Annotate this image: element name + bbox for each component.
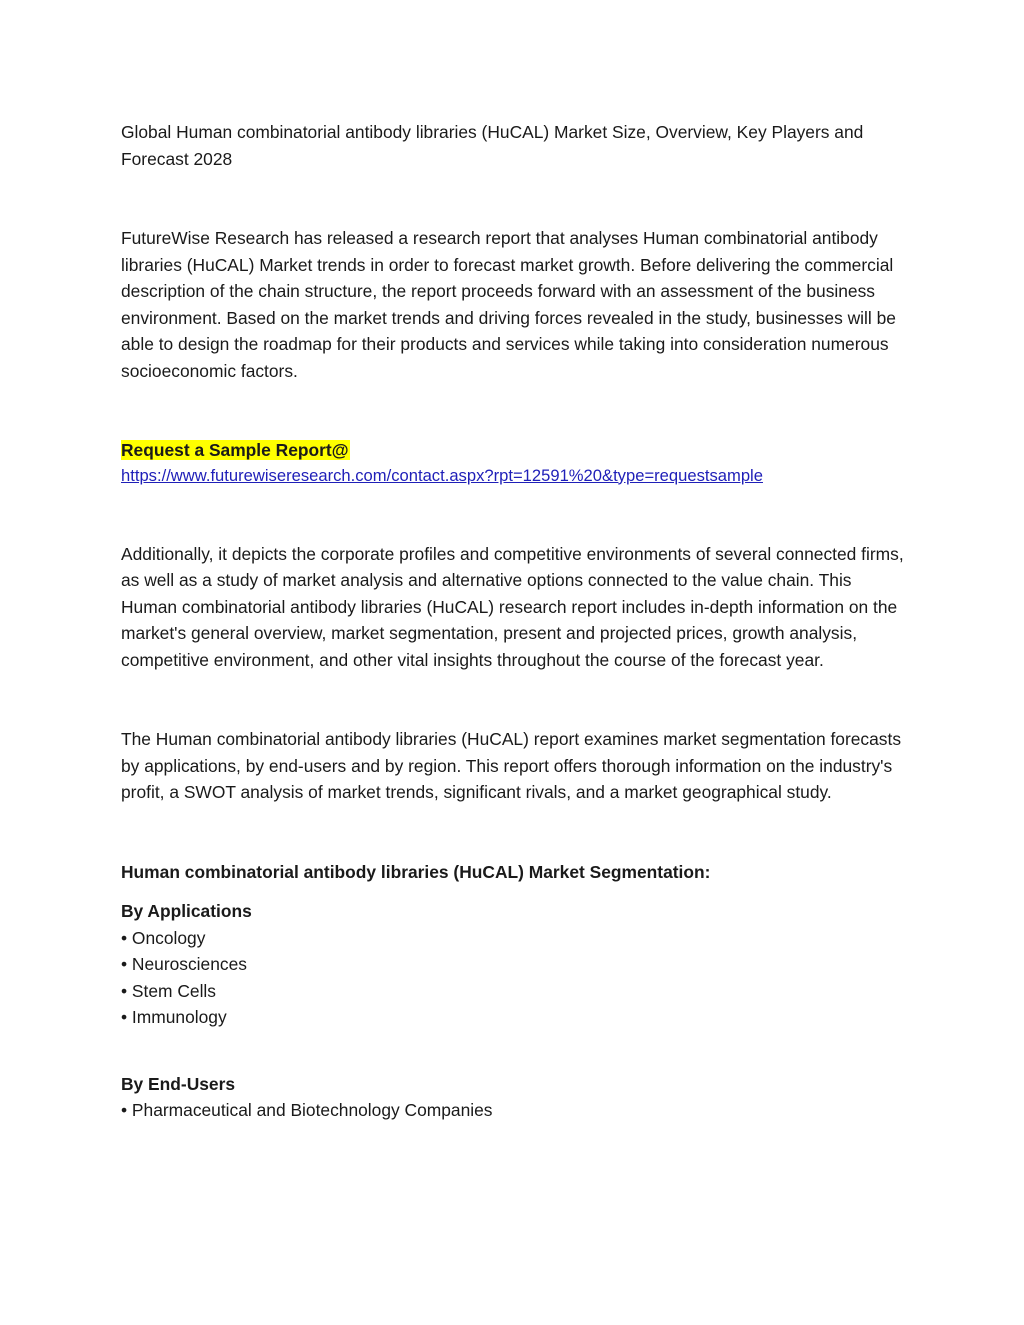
- list-item: • Neurosciences: [121, 954, 247, 974]
- intro-paragraph: FutureWise Research has released a research report that analyses Human combinatorial antibody libraries (HuCAL) Market trends in order to forecast market growth. Before delivering the commercial description of the chain structure, the report proceeds forward with an assessment of the business environment. Based on the market trends and driving forces revealed in the study, businesses will be able to design the roadmap for their products and services while taking into consideration numerous socioeconomic factors.: [121, 228, 896, 381]
- request-sample-label: Request a Sample Report@: [121, 440, 349, 460]
- request-sample-link[interactable]: https://www.futurewiseresearch.com/contact.aspx?rpt=12591%20&type=requestsample: [121, 465, 763, 485]
- list-item: • Pharmaceutical and Biotechnology Companies: [121, 1100, 493, 1120]
- list-item: • Immunology: [121, 1007, 227, 1027]
- end-users-list: [121, 1097, 905, 1124]
- segmentation-paragraph: The Human combinatorial antibody libraries (HuCAL) report examines market segmentation forecasts by applications, by end-users and by region. This report offers thorough information on the industry's profit, a SWOT analysis of market trends, significant rivals, and a market geographical study.: [121, 729, 902, 802]
- segmentation-heading: Human combinatorial antibody libraries (HuCAL) Market Segmentation:: [121, 861, 711, 882]
- applications-list: [121, 925, 905, 1031]
- applications-group: [121, 898, 905, 1031]
- document-title: Global Human combinatorial antibody libraries (HuCAL) Market Size, Overview, Key Players and Forecast 2028: [121, 122, 864, 169]
- end-users-heading: By End-Users: [121, 1073, 236, 1094]
- list-item: • Oncology: [121, 927, 206, 948]
- applications-heading: By Applications: [121, 901, 252, 921]
- profiles-paragraph: Additionally, it depicts the corporate profiles and competitive environments of several connected firms, as well as a study of market analysis and alternative options connected to the value chain. This Human combinatorial antibody libraries (HuCAL) research report includes in-depth information on the market's general overview, market segmentation, present and projected prices, growth analysis, competitive environment, and other vital insights throughout the course of the forecast year.: [121, 543, 904, 670]
- list-item: • Stem Cells: [121, 980, 216, 1001]
- request-sample-section: [121, 437, 905, 488]
- end-users-group: [121, 1071, 905, 1124]
- document-body: [121, 119, 905, 1124]
